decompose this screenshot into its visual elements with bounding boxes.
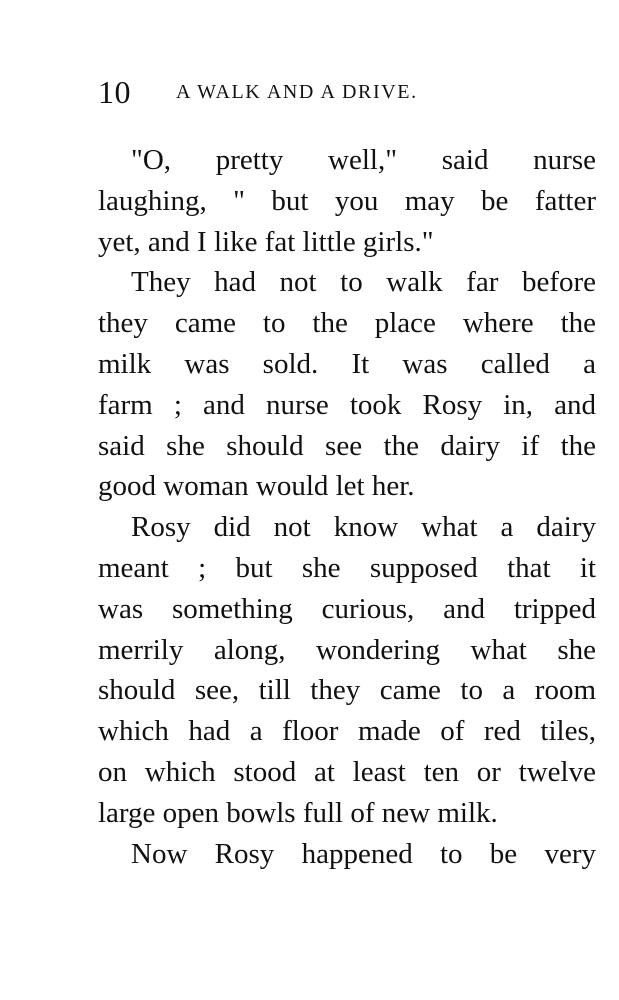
text-line: yet, and I like fat little girls." [98,225,434,258]
text-line: on which stood at least ten or twelve [98,755,596,788]
text-line: should see, till they came to a room [98,674,596,707]
text-line: milk was sold. It was called a [98,347,596,380]
text-line: they came to the place where the [98,307,596,340]
text-line: They had not to walk far before [131,266,596,299]
text-line: farm ; and nurse took Rosy in, and [98,388,596,421]
text-line: meant ; but she supposed that it [98,551,596,584]
text-line: said she should see the dairy if the [98,429,596,462]
text-line: "O, pretty well," said nurse [131,144,596,176]
text-line: was something curious, and tripped [98,592,596,625]
body-text [98,140,596,874]
text-line: good woman would let her. [98,470,415,503]
text-line: large open bowls full of new milk. [98,796,498,829]
page-header [98,72,598,112]
text-line: which had a floor made of red tiles, [98,715,596,748]
text-line: laughing, " but you may be fatter [98,184,596,217]
text-line: merrily along, wondering what she [98,633,596,666]
text-line: Rosy did not know what a dairy [131,511,596,544]
page-number: 10 [98,74,131,110]
running-head: A WALK AND A DRIVE. [176,81,418,103]
text-line: Now Rosy happened to be very [131,837,596,870]
